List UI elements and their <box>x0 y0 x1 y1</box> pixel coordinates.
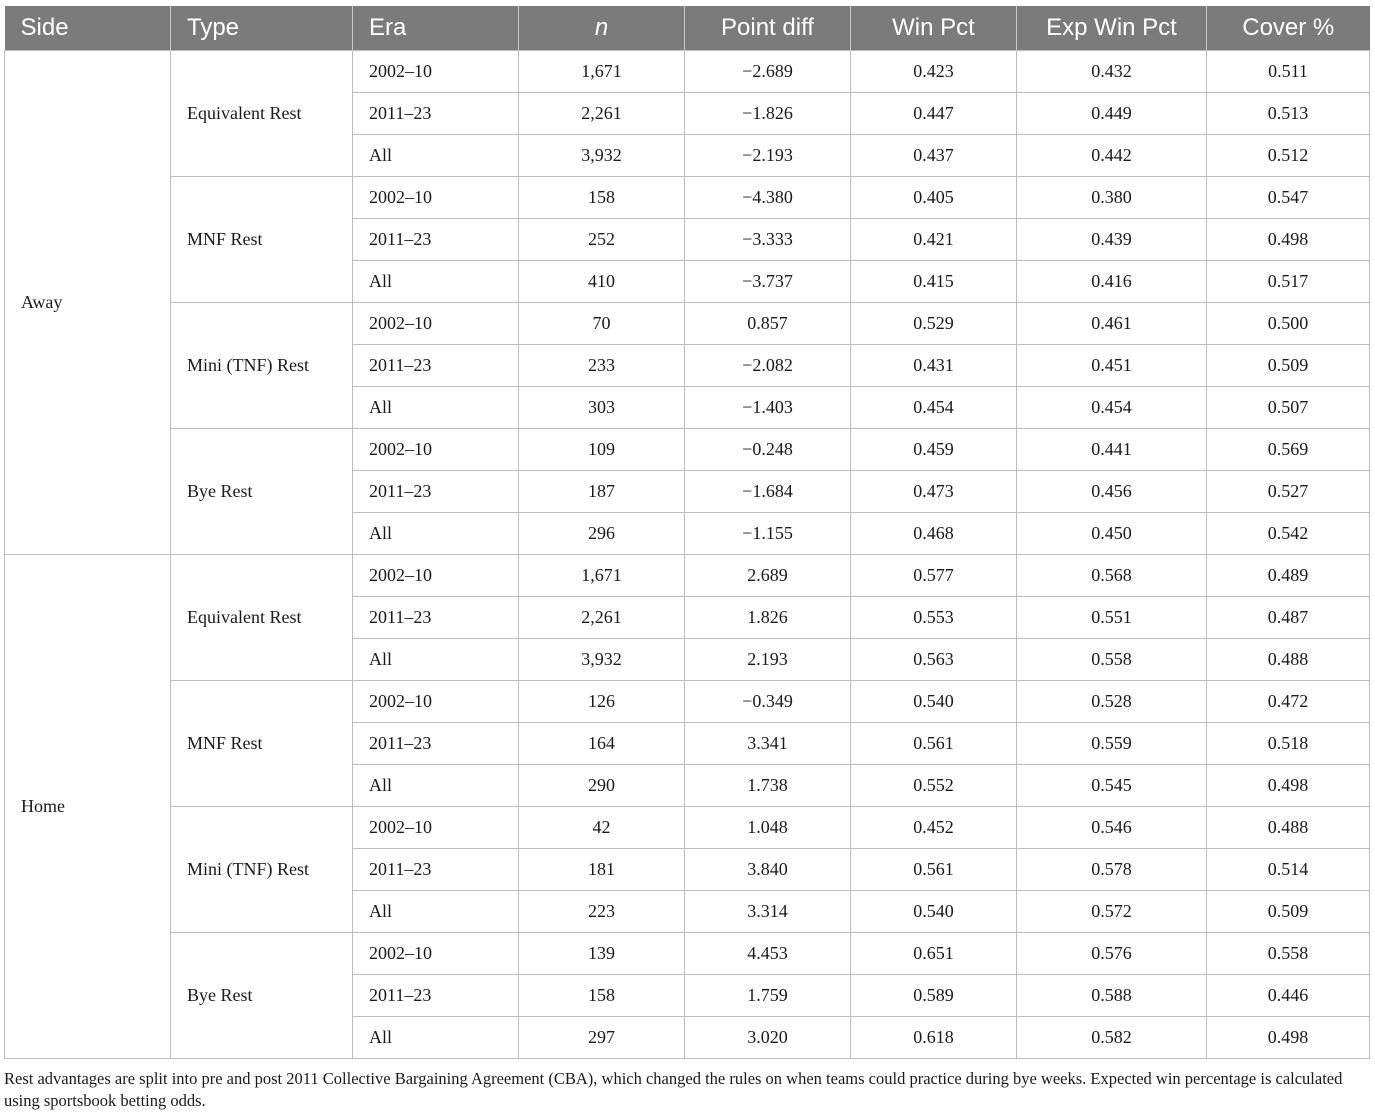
era-cell: 2002–10 <box>353 555 519 597</box>
era-cell: 2011–23 <box>353 219 519 261</box>
win-pct-cell: 0.618 <box>851 1017 1017 1059</box>
exp-win-pct-cell: 0.568 <box>1017 555 1207 597</box>
win-pct-cell: 0.437 <box>851 135 1017 177</box>
exp-win-pct-cell: 0.454 <box>1017 387 1207 429</box>
cover-cell: 0.509 <box>1207 891 1370 933</box>
era-cell: 2002–10 <box>353 807 519 849</box>
exp-win-pct-cell: 0.528 <box>1017 681 1207 723</box>
point-diff-cell: 2.689 <box>685 555 851 597</box>
point-diff-cell: 1.738 <box>685 765 851 807</box>
n-cell: 158 <box>519 975 685 1017</box>
n-cell: 139 <box>519 933 685 975</box>
cover-cell: 0.487 <box>1207 597 1370 639</box>
exp-win-pct-cell: 0.559 <box>1017 723 1207 765</box>
era-cell: 2002–10 <box>353 933 519 975</box>
table-row <box>5 429 1370 471</box>
win-pct-cell: 0.468 <box>851 513 1017 555</box>
win-pct-cell: 0.415 <box>851 261 1017 303</box>
point-diff-cell: −2.689 <box>685 51 851 93</box>
win-pct-cell: 0.553 <box>851 597 1017 639</box>
point-diff-cell: −1.403 <box>685 387 851 429</box>
win-pct-cell: 0.447 <box>851 93 1017 135</box>
n-cell: 181 <box>519 849 685 891</box>
exp-win-pct-cell: 0.576 <box>1017 933 1207 975</box>
n-cell: 233 <box>519 345 685 387</box>
era-cell: All <box>353 1017 519 1059</box>
era-cell: 2011–23 <box>353 975 519 1017</box>
era-cell: 2002–10 <box>353 51 519 93</box>
exp-win-pct-cell: 0.545 <box>1017 765 1207 807</box>
n-cell: 158 <box>519 177 685 219</box>
n-cell: 1,671 <box>519 555 685 597</box>
win-pct-cell: 0.454 <box>851 387 1017 429</box>
exp-win-pct-cell: 0.380 <box>1017 177 1207 219</box>
era-cell: All <box>353 387 519 429</box>
table-body <box>5 51 1370 1059</box>
table-footnote: Rest advantages are split into pre and post 2011 Collective Bargaining Agreement (CBA), which changed the rules on when teams could practice during bye weeks. Expected win percentage is calculated using sportsbook betting odds. <box>4 1069 1343 1110</box>
n-cell: 303 <box>519 387 685 429</box>
header-point-diff: Point diff <box>685 6 851 51</box>
point-diff-cell: 3.020 <box>685 1017 851 1059</box>
type-cell: Mini (TNF) Rest <box>171 807 353 933</box>
era-cell: All <box>353 639 519 681</box>
point-diff-cell: −1.155 <box>685 513 851 555</box>
win-pct-cell: 0.473 <box>851 471 1017 513</box>
point-diff-cell: 4.453 <box>685 933 851 975</box>
header-type: Type <box>171 6 353 51</box>
cover-cell: 0.569 <box>1207 429 1370 471</box>
point-diff-cell: −2.193 <box>685 135 851 177</box>
n-cell: 3,932 <box>519 639 685 681</box>
cover-cell: 0.472 <box>1207 681 1370 723</box>
header-exp-win-pct: Exp Win Pct <box>1017 6 1207 51</box>
side-cell: Away <box>5 51 171 555</box>
n-cell: 2,261 <box>519 597 685 639</box>
table-row <box>5 555 1370 597</box>
point-diff-cell: 1.826 <box>685 597 851 639</box>
cover-cell: 0.511 <box>1207 51 1370 93</box>
n-cell: 2,261 <box>519 93 685 135</box>
exp-win-pct-cell: 0.416 <box>1017 261 1207 303</box>
type-cell: Equivalent Rest <box>171 555 353 681</box>
exp-win-pct-cell: 0.461 <box>1017 303 1207 345</box>
point-diff-cell: −3.333 <box>685 219 851 261</box>
n-cell: 3,932 <box>519 135 685 177</box>
win-pct-cell: 0.540 <box>851 891 1017 933</box>
exp-win-pct-cell: 0.451 <box>1017 345 1207 387</box>
era-cell: All <box>353 765 519 807</box>
win-pct-cell: 0.540 <box>851 681 1017 723</box>
cover-cell: 0.488 <box>1207 639 1370 681</box>
point-diff-cell: 3.314 <box>685 891 851 933</box>
era-cell: 2002–10 <box>353 429 519 471</box>
win-pct-cell: 0.405 <box>851 177 1017 219</box>
cover-cell: 0.542 <box>1207 513 1370 555</box>
cover-cell: 0.446 <box>1207 975 1370 1017</box>
cover-cell: 0.509 <box>1207 345 1370 387</box>
exp-win-pct-cell: 0.439 <box>1017 219 1207 261</box>
cover-cell: 0.489 <box>1207 555 1370 597</box>
table-row <box>5 177 1370 219</box>
n-cell: 70 <box>519 303 685 345</box>
point-diff-cell: −3.737 <box>685 261 851 303</box>
table-row <box>5 51 1370 93</box>
n-cell: 297 <box>519 1017 685 1059</box>
point-diff-cell: 3.341 <box>685 723 851 765</box>
era-cell: 2011–23 <box>353 849 519 891</box>
win-pct-cell: 0.431 <box>851 345 1017 387</box>
era-cell: 2011–23 <box>353 471 519 513</box>
era-cell: 2002–10 <box>353 303 519 345</box>
win-pct-cell: 0.552 <box>851 765 1017 807</box>
n-cell: 296 <box>519 513 685 555</box>
era-cell: All <box>353 513 519 555</box>
type-cell: MNF Rest <box>171 681 353 807</box>
cover-cell: 0.517 <box>1207 261 1370 303</box>
cover-cell: 0.498 <box>1207 219 1370 261</box>
n-cell: 252 <box>519 219 685 261</box>
point-diff-cell: 3.840 <box>685 849 851 891</box>
cover-cell: 0.547 <box>1207 177 1370 219</box>
header-side: Side <box>5 6 171 51</box>
n-cell: 290 <box>519 765 685 807</box>
era-cell: All <box>353 261 519 303</box>
exp-win-pct-cell: 0.572 <box>1017 891 1207 933</box>
exp-win-pct-cell: 0.442 <box>1017 135 1207 177</box>
cover-cell: 0.513 <box>1207 93 1370 135</box>
table-row <box>5 303 1370 345</box>
n-cell: 126 <box>519 681 685 723</box>
win-pct-cell: 0.459 <box>851 429 1017 471</box>
point-diff-cell: −4.380 <box>685 177 851 219</box>
exp-win-pct-cell: 0.582 <box>1017 1017 1207 1059</box>
point-diff-cell: −1.826 <box>685 93 851 135</box>
exp-win-pct-cell: 0.551 <box>1017 597 1207 639</box>
win-pct-cell: 0.563 <box>851 639 1017 681</box>
point-diff-cell: −0.349 <box>685 681 851 723</box>
type-cell: Equivalent Rest <box>171 51 353 177</box>
side-cell: Home <box>5 555 171 1059</box>
era-cell: All <box>353 891 519 933</box>
point-diff-cell: 1.048 <box>685 807 851 849</box>
type-cell: Bye Rest <box>171 933 353 1059</box>
point-diff-cell: −0.248 <box>685 429 851 471</box>
n-cell: 164 <box>519 723 685 765</box>
cover-cell: 0.498 <box>1207 1017 1370 1059</box>
header-row <box>5 6 1370 51</box>
header-win-pct: Win Pct <box>851 6 1017 51</box>
rest-advantage-table-container <box>4 6 1369 1059</box>
cover-cell: 0.498 <box>1207 765 1370 807</box>
era-cell: 2011–23 <box>353 597 519 639</box>
win-pct-cell: 0.589 <box>851 975 1017 1017</box>
exp-win-pct-cell: 0.578 <box>1017 849 1207 891</box>
n-cell: 410 <box>519 261 685 303</box>
point-diff-cell: 2.193 <box>685 639 851 681</box>
win-pct-cell: 0.561 <box>851 723 1017 765</box>
exp-win-pct-cell: 0.588 <box>1017 975 1207 1017</box>
cover-cell: 0.514 <box>1207 849 1370 891</box>
point-diff-cell: −2.082 <box>685 345 851 387</box>
header-era: Era <box>353 6 519 51</box>
n-cell: 42 <box>519 807 685 849</box>
win-pct-cell: 0.421 <box>851 219 1017 261</box>
win-pct-cell: 0.577 <box>851 555 1017 597</box>
win-pct-cell: 0.561 <box>851 849 1017 891</box>
n-cell: 109 <box>519 429 685 471</box>
n-cell: 187 <box>519 471 685 513</box>
exp-win-pct-cell: 0.432 <box>1017 51 1207 93</box>
cover-cell: 0.527 <box>1207 471 1370 513</box>
cover-cell: 0.507 <box>1207 387 1370 429</box>
n-cell: 1,671 <box>519 51 685 93</box>
type-cell: Mini (TNF) Rest <box>171 303 353 429</box>
win-pct-cell: 0.452 <box>851 807 1017 849</box>
exp-win-pct-cell: 0.558 <box>1017 639 1207 681</box>
exp-win-pct-cell: 0.449 <box>1017 93 1207 135</box>
win-pct-cell: 0.423 <box>851 51 1017 93</box>
era-cell: 2011–23 <box>353 93 519 135</box>
header-n-label: n <box>594 14 609 41</box>
exp-win-pct-cell: 0.441 <box>1017 429 1207 471</box>
header-cover: Cover % <box>1207 6 1370 51</box>
win-pct-cell: 0.529 <box>851 303 1017 345</box>
exp-win-pct-cell: 0.450 <box>1017 513 1207 555</box>
win-pct-cell: 0.651 <box>851 933 1017 975</box>
type-cell: Bye Rest <box>171 429 353 555</box>
exp-win-pct-cell: 0.546 <box>1017 807 1207 849</box>
era-cell: 2002–10 <box>353 177 519 219</box>
table-row <box>5 807 1370 849</box>
era-cell: All <box>353 135 519 177</box>
cover-cell: 0.500 <box>1207 303 1370 345</box>
table-header <box>5 6 1370 51</box>
cover-cell: 0.488 <box>1207 807 1370 849</box>
type-cell: MNF Rest <box>171 177 353 303</box>
header-n <box>519 6 685 51</box>
cover-cell: 0.558 <box>1207 933 1370 975</box>
era-cell: 2011–23 <box>353 723 519 765</box>
cover-cell: 0.518 <box>1207 723 1370 765</box>
table-row <box>5 933 1370 975</box>
cover-cell: 0.512 <box>1207 135 1370 177</box>
point-diff-cell: 1.759 <box>685 975 851 1017</box>
exp-win-pct-cell: 0.456 <box>1017 471 1207 513</box>
point-diff-cell: 0.857 <box>685 303 851 345</box>
table-row <box>5 681 1370 723</box>
n-cell: 223 <box>519 891 685 933</box>
era-cell: 2002–10 <box>353 681 519 723</box>
point-diff-cell: −1.684 <box>685 471 851 513</box>
rest-advantage-table <box>4 6 1370 1059</box>
era-cell: 2011–23 <box>353 345 519 387</box>
